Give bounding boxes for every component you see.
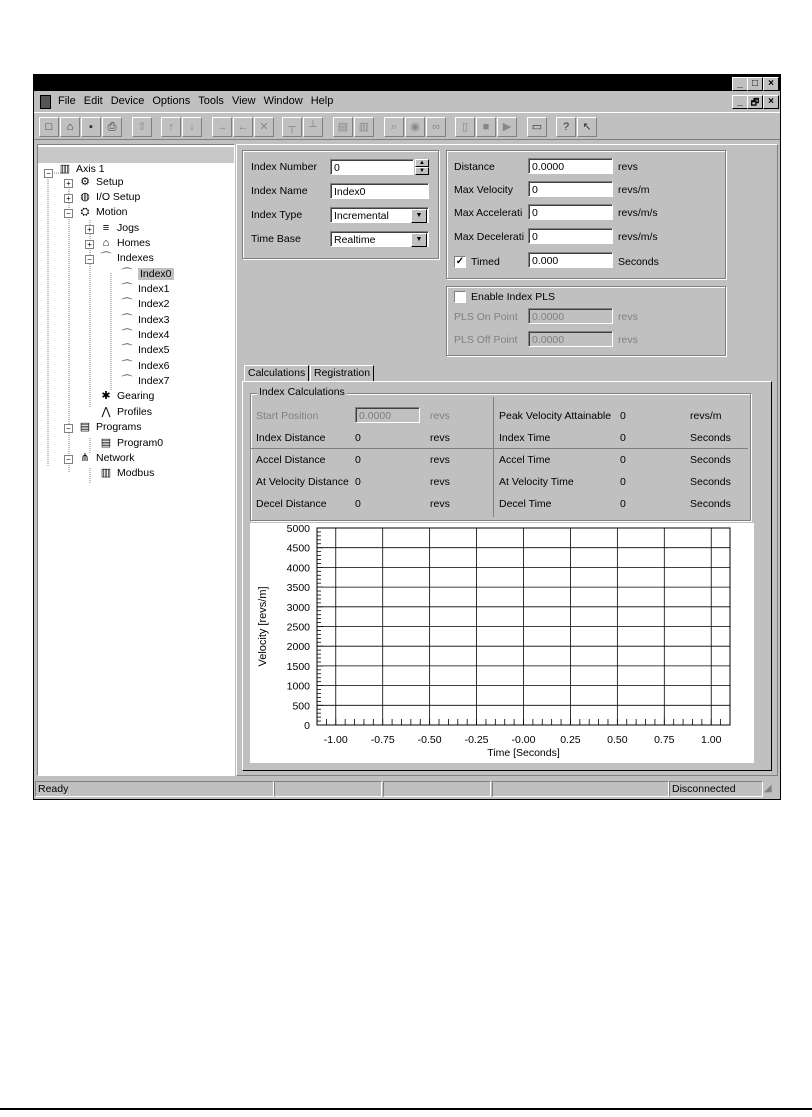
print-icon[interactable]: ⎙ (102, 117, 122, 137)
index-time-label: Index Time (499, 432, 551, 444)
setup-icon: ⚙ (80, 176, 90, 188)
network-icon: ⋔ (80, 452, 90, 464)
index-icon: ⌒ (121, 375, 133, 387)
max-acceleration-unit: revs/m/s (618, 207, 658, 219)
max-velocity-field[interactable]: 0 (528, 181, 613, 197)
index-time-unit: Seconds (690, 432, 731, 444)
x-tick-label: 0.75 (654, 734, 675, 746)
tree-item-label: Index1 (138, 283, 170, 295)
y-tick-label: 4500 (286, 542, 310, 555)
y-axis-label: Velocity [revs/m] (257, 586, 269, 667)
insert-below-icon[interactable]: ┴ (303, 117, 323, 137)
at-velocity-time-unit: Seconds (690, 476, 731, 488)
enable-pls-label: Enable Index PLS (471, 291, 556, 303)
page-footer-rule (0, 1108, 812, 1110)
tab-registration[interactable]: Registration (310, 365, 374, 382)
pls-on-label: PLS On Point (454, 311, 518, 323)
timed-unit: Seconds (618, 256, 659, 268)
index-icon: ⌒ (121, 268, 133, 280)
tree-item-label: Programs (96, 421, 142, 433)
homes-icon: ⌂ (102, 237, 110, 249)
distance-field[interactable]: 0.0000 (528, 158, 613, 174)
index-name-label: Index Name (251, 185, 308, 197)
child-restore-button[interactable]: 🗗 (747, 95, 763, 109)
tree-item-label: Jogs (117, 222, 140, 234)
index-icon: ⌒ (121, 283, 133, 295)
accel-distance-unit: revs (430, 454, 450, 466)
collapse-icon[interactable]: − (64, 209, 73, 218)
index-icon: ⌒ (121, 314, 133, 326)
tree-item-label: Index0 (140, 268, 172, 280)
properties-icon[interactable]: ▯ (455, 117, 475, 137)
motion-icon: ⛭ (80, 206, 90, 218)
y-tick-label: 4000 (286, 562, 310, 575)
pls-off-field[interactable]: 0.0000 (528, 331, 613, 347)
calc-divider-h (251, 448, 748, 449)
tree-item-index0[interactable] (120, 267, 174, 282)
maximize-button[interactable]: □ (747, 77, 763, 91)
time-base-select[interactable] (330, 231, 429, 247)
glasses-icon[interactable]: ∞ (426, 117, 446, 137)
tree-item-label: Profiles (117, 406, 153, 418)
modbus-icon: ▥ (100, 467, 112, 479)
expand-icon[interactable]: + (85, 240, 94, 249)
status-ready: Ready (35, 781, 274, 797)
axis-icon: ▥ (59, 163, 71, 175)
x-tick-label: -0.50 (417, 734, 442, 746)
pls-off-label: PLS Off Point (454, 334, 518, 346)
window-icon[interactable]: ▭ (527, 117, 547, 137)
title-bar[interactable] (34, 75, 780, 91)
tree-item-setup[interactable] (78, 175, 123, 190)
tree-item-label: Setup (96, 176, 124, 188)
y-tick-label: 2500 (286, 621, 310, 634)
tree-item-label: Index5 (138, 344, 170, 356)
max-deceleration-unit: revs/m/s (618, 231, 658, 243)
menu-help[interactable]: Help (310, 95, 334, 107)
menu-device[interactable]: Device (110, 95, 145, 107)
index-editor-panel (236, 144, 778, 776)
document2-icon[interactable]: ▥ (354, 117, 374, 137)
tab-calculations[interactable]: Calculations (244, 365, 309, 382)
max-deceleration-field[interactable]: 0 (528, 228, 613, 244)
index-number-spinner[interactable] (415, 159, 429, 175)
index-name-field[interactable]: Index0 (330, 183, 429, 199)
at-velocity-distance-unit: revs (430, 476, 450, 488)
index-icon: ⌒ (121, 360, 133, 372)
index-distance-value: 0 (355, 432, 361, 444)
pls-on-unit: revs (618, 311, 638, 323)
peak-velocity-unit: revs/m (690, 410, 722, 422)
align-left-icon[interactable]: ← (233, 117, 253, 137)
max-acceleration-field[interactable]: 0 (528, 204, 613, 220)
index-type-value: Incremental (334, 210, 389, 222)
distance-unit: revs (618, 161, 638, 173)
accel-time-value: 0 (620, 454, 626, 466)
tree-item-label: Index4 (138, 329, 170, 341)
velocity-chart (250, 523, 754, 763)
target-icon[interactable]: ◉ (405, 117, 425, 137)
x-tick-label: 0.50 (607, 734, 628, 746)
new-icon[interactable]: □ (39, 117, 59, 137)
index-distance-unit: revs (430, 432, 450, 444)
status-pane-2 (274, 781, 382, 797)
tree-item-label: Gearing (117, 390, 155, 402)
at-velocity-distance-value: 0 (355, 476, 361, 488)
y-tick-label: 3500 (286, 582, 310, 595)
accel-time-label: Accel Time (499, 454, 551, 466)
menu-file[interactable]: File (58, 95, 76, 107)
upload-icon[interactable]: ⇧ (132, 117, 152, 137)
delete-icon[interactable]: ✕ (254, 117, 274, 137)
tree-item-label: I/O Setup (96, 191, 141, 203)
peak-velocity-label: Peak Velocity Attainable (499, 410, 612, 422)
distance-label: Distance (454, 161, 495, 173)
index-icon: ⌒ (121, 298, 133, 310)
index-distance-label: Index Distance (256, 432, 326, 444)
chevron-down-icon[interactable]: ▼ (411, 233, 427, 247)
calc-divider-v (493, 397, 494, 517)
timed-checkbox[interactable]: ✓ (455, 256, 465, 267)
tree-item-index4[interactable] (120, 328, 170, 343)
profiles-icon: ⋀ (101, 406, 111, 418)
expand-icon[interactable]: + (64, 179, 73, 188)
tree-item-index3[interactable] (120, 313, 170, 328)
tree-item-profiles[interactable] (99, 405, 152, 420)
tree-item-network[interactable] (78, 451, 135, 466)
tree-item-index1[interactable] (120, 282, 170, 297)
index-type-label: Index Type (251, 209, 303, 221)
tree-item-gearing[interactable] (99, 389, 154, 404)
program-icon: ▤ (100, 437, 112, 449)
decel-time-unit: Seconds (690, 498, 731, 510)
timed-field[interactable]: 0.000 (528, 252, 613, 268)
x-tick-label: -0.00 (511, 734, 536, 746)
at-velocity-time-label: At Velocity Time (499, 476, 574, 488)
tree-item-programs[interactable] (78, 420, 142, 435)
index-number-label: Index Number (251, 161, 317, 173)
tree-item-index2[interactable] (120, 297, 170, 312)
tree-item-index6[interactable] (120, 359, 170, 374)
collapse-icon[interactable]: − (85, 255, 94, 264)
tree-item-label: Index3 (138, 314, 170, 326)
jogs-icon: ≡ (102, 222, 110, 234)
index-time-value: 0 (620, 432, 626, 444)
y-tick-label: 5000 (286, 523, 310, 535)
resize-grip-icon[interactable]: ◢ (764, 783, 772, 794)
close-button[interactable]: × (763, 77, 779, 91)
project-tree[interactable] (37, 144, 235, 776)
tree-item-homes[interactable] (99, 236, 150, 251)
timed-label: Timed (471, 256, 500, 268)
tree-item-jogs[interactable] (99, 221, 139, 236)
x-tick-label: -0.25 (464, 734, 489, 746)
y-tick-label: 3000 (286, 601, 310, 614)
context-help-icon[interactable]: ↖ (577, 117, 597, 137)
tree-item-modbus[interactable] (99, 466, 154, 481)
expand-icon[interactable]: + (64, 194, 73, 203)
tree-item-motion[interactable] (78, 205, 128, 220)
decel-time-value: 0 (620, 498, 626, 510)
tree-item-label: Indexes (117, 252, 154, 264)
max-velocity-label: Max Velocity (454, 184, 513, 196)
max-velocity-unit: revs/m (618, 184, 650, 196)
align-right-icon[interactable]: → (212, 117, 232, 137)
status-bar (34, 779, 780, 797)
tree-item-index7[interactable] (120, 374, 170, 389)
x-tick-label: 1.00 (701, 734, 722, 746)
decel-time-label: Decel Time (499, 498, 552, 510)
decel-distance-unit: revs (430, 498, 450, 510)
accel-distance-label: Accel Distance (256, 454, 326, 466)
y-tick-label: 500 (292, 700, 310, 713)
tree-item-index5[interactable] (120, 343, 170, 358)
tree-item-label: Axis 1 (76, 163, 105, 175)
decel-distance-label: Decel Distance (256, 498, 327, 510)
index-icon: ⌒ (121, 344, 133, 356)
peak-velocity-value: 0 (620, 410, 626, 422)
index-icon: ⌒ (121, 329, 133, 341)
toolbar (34, 112, 780, 140)
app-icon[interactable] (40, 95, 51, 109)
y-tick-label: 1500 (286, 660, 310, 673)
x-axis-label: Time [Seconds] (487, 747, 560, 759)
spin-down-icon[interactable]: ▼ (415, 167, 429, 175)
enable-pls-checkbox[interactable] (454, 291, 466, 303)
index-type-select[interactable] (330, 207, 429, 223)
menu-items (54, 92, 337, 110)
y-tick-label: 0 (304, 720, 310, 732)
max-acceleration-label: Max Accelerati (454, 207, 523, 219)
status-pane-4 (492, 781, 669, 797)
tree-item-label: Program0 (117, 437, 164, 449)
collapse-icon[interactable]: − (64, 424, 73, 433)
x-tick-label: 0.25 (560, 734, 581, 746)
tree-item-label: Homes (117, 237, 151, 249)
step-icon[interactable]: ▶ (497, 117, 517, 137)
tree-item-program0[interactable] (99, 436, 163, 451)
start-position-field[interactable]: 0.0000 (355, 407, 420, 423)
menu-window[interactable]: Window (263, 95, 303, 107)
save-icon[interactable]: ▪ (81, 117, 101, 137)
help-icon[interactable]: ? (556, 117, 576, 137)
download-up-icon[interactable]: ↑ (161, 117, 181, 137)
document-icon[interactable]: ▤ (333, 117, 353, 137)
chevron-down-icon[interactable]: ▼ (411, 209, 427, 223)
at-velocity-time-value: 0 (620, 476, 626, 488)
status-connection: Disconnected (669, 781, 763, 797)
y-tick-label: 1000 (286, 680, 310, 693)
start-position-unit: revs (430, 410, 450, 422)
spin-up-icon[interactable]: ▲ (415, 159, 429, 167)
tree-item-label: Index6 (138, 360, 170, 372)
tree-item-indexes[interactable] (99, 251, 154, 266)
io-setup-icon: ◍ (80, 191, 90, 203)
indexes-icon: ⌒ (100, 252, 112, 264)
index-number-field[interactable]: 0 (330, 159, 414, 175)
gearing-icon: ✱ (101, 390, 111, 402)
menu-bar (34, 92, 780, 110)
accel-time-unit: Seconds (690, 454, 731, 466)
menu-view[interactable]: View (231, 95, 256, 107)
pls-on-field[interactable]: 0.0000 (528, 308, 613, 324)
time-base-label: Time Base (251, 233, 301, 245)
accel-distance-value: 0 (355, 454, 361, 466)
tree-item-label: Index7 (138, 375, 170, 387)
tree-item-i-o-setup[interactable] (78, 190, 140, 205)
collapse-icon[interactable]: − (64, 455, 73, 464)
minimize-button[interactable]: _ (732, 77, 748, 91)
collapse-icon[interactable]: − (44, 169, 53, 178)
pls-off-unit: revs (618, 334, 638, 346)
index-calculations-title: Index Calculations (259, 386, 345, 398)
download-down-icon[interactable]: ↓ (182, 117, 202, 137)
at-velocity-distance-label: At Velocity Distance (256, 476, 349, 488)
status-pane-3 (383, 781, 491, 797)
x-tick-label: -0.75 (370, 734, 395, 746)
time-base-value: Realtime (334, 234, 376, 246)
x-tick-label: -1.00 (323, 734, 348, 746)
app-window (33, 74, 781, 800)
tree-item-label: Motion (96, 206, 128, 218)
menu-edit[interactable]: Edit (83, 95, 103, 107)
open-icon[interactable]: ⌂ (60, 117, 80, 137)
expand-icon[interactable]: + (85, 225, 94, 234)
tree-item-label: Modbus (117, 467, 155, 479)
child-close-button[interactable]: × (763, 95, 779, 109)
stop-icon[interactable]: ■ (476, 117, 496, 137)
search-icon[interactable]: ⌕ (384, 117, 404, 137)
tree-item-label: Network (96, 452, 135, 464)
programs-icon: ▤ (79, 421, 91, 433)
max-deceleration-label: Max Decelerati (454, 231, 525, 243)
start-position-label: Start Position (256, 410, 319, 422)
menu-tools[interactable]: Tools (198, 95, 224, 107)
decel-distance-value: 0 (355, 498, 361, 510)
menu-options[interactable]: Options (152, 95, 191, 107)
tree-item-label: Index2 (138, 298, 170, 310)
insert-above-icon[interactable]: ┬ (282, 117, 302, 137)
y-tick-label: 2000 (286, 641, 310, 654)
child-minimize-button[interactable]: _ (732, 95, 748, 109)
